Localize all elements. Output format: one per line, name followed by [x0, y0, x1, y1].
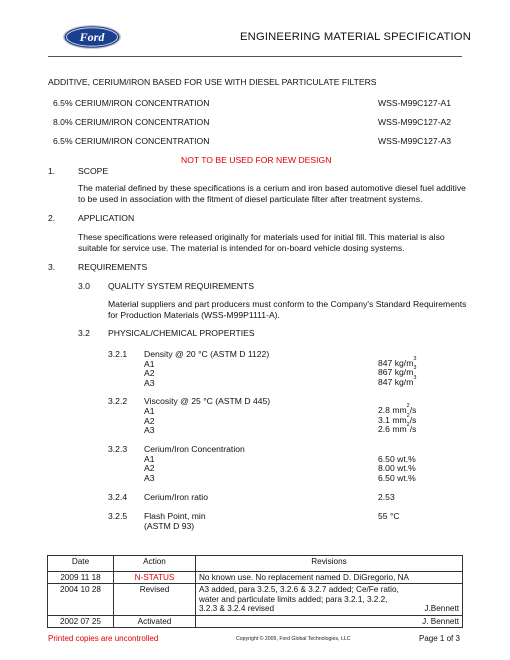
revision-date: 2009 11 18 [48, 572, 114, 584]
revision-text: 3.2.3 & 3.2.4 revised [199, 604, 275, 614]
revision-text-cell [196, 572, 463, 584]
section-number: 3. [48, 262, 56, 272]
application-paragraph: These specifications were released originally for materials used for initial fill. This material is also suitable for service use. The material is intended for on-board vehicle dosing systems. [78, 232, 445, 253]
revision-author: J. Bennett [422, 616, 459, 626]
viscosity-value-a3: 2.6 $mm^2/s$ [378, 422, 417, 434]
subsection-number: 3.0 [78, 281, 90, 291]
density-value-a3: 847 $kg/m^3$ [378, 375, 417, 387]
variant-name: 8.0% CERIUM/IRON CONCENTRATION [53, 117, 210, 127]
revision-text: water and particulate limits added; para 3.2.1, 3.2.2, [199, 594, 388, 604]
revision-text: No known use. No replacement named [199, 573, 341, 582]
section-number: 1. [48, 166, 56, 176]
grade-label: A2 [144, 463, 155, 473]
property-number: 3.2.2 [108, 396, 128, 406]
action-header: Action [114, 556, 196, 572]
scope-paragraph: The material defined by these specifications is a cerium and iron based automotive diesel fuel additive to be used in association with the fitment of diesel particulate filter after treatment systems. [78, 183, 466, 204]
concentration-value-a1: 6.50 wt.% [378, 454, 416, 464]
revision-text: A3 added, para 3.2.5, 3.2.6 & 3.2.7 added; Ce/Fe ratio, [199, 585, 399, 594]
viscosity-label: Viscosity @ 25 °C (ASTM D 445) [144, 396, 271, 406]
revision-action: Activated [114, 615, 196, 627]
property-number: 3.2.4 [108, 492, 128, 502]
concentration-label: Cerium/Iron Concentration [144, 444, 245, 454]
ford-logo [62, 24, 122, 50]
page-number: Page 1 of 3 [419, 634, 460, 643]
revision-text-cell [196, 584, 463, 616]
grade-label: A1 [144, 406, 155, 416]
variant-name: 6.5% CERIUM/IRON CONCENTRATION [53, 98, 210, 108]
grade-label: A2 [144, 368, 155, 378]
section-heading-requirements: REQUIREMENTS [78, 262, 148, 272]
flash-point-value: 55 °C [378, 511, 400, 521]
ratio-value: 2.53 [378, 492, 395, 502]
section-number: 2. [48, 213, 56, 223]
copyright-notice: Copyright © 2009, Ford Global Technologies, LLC [236, 636, 351, 642]
concentration-value-a2: 8.00 wt.% [378, 463, 416, 473]
table-row [48, 584, 463, 616]
revision-action: N-STATUS [114, 572, 196, 584]
status-notice: NOT TO BE USED FOR NEW DESIGN [181, 155, 332, 165]
ratio-label: Cerium/Iron ratio [144, 492, 208, 502]
flash-point-method: (ASTM D 93) [144, 521, 195, 531]
subsection-heading-physical: PHYSICAL/CHEMICAL PROPERTIES [108, 328, 255, 338]
grade-label: A1 [144, 359, 155, 369]
revision-action: Revised [114, 584, 196, 616]
date-header: Date [48, 556, 114, 572]
section-heading-scope: SCOPE [78, 166, 109, 176]
revision-date: 2004 10 28 [48, 584, 114, 616]
density-value-a1: 847 $kg/m^3$ [378, 356, 417, 368]
table-row [48, 615, 463, 627]
revision-table [47, 555, 463, 628]
revision-date: 2002 07 25 [48, 615, 114, 627]
material-title: ADDITIVE, CERIUM/IRON BASED FOR USE WITH DIESEL PARTICULATE FILTERS [48, 77, 377, 87]
subsection-heading-quality: QUALITY SYSTEM REQUIREMENTS [108, 281, 254, 291]
variant-code: WSS-M99C127-A3 [378, 136, 452, 146]
uncontrolled-copy-notice: Printed copies are uncontrolled [48, 634, 159, 643]
quality-paragraph: Material suppliers and part producers must conform to the Company's Standard Requirements for Production Materials (WSS-M99P1111-A). [108, 299, 467, 320]
grade-label: A3 [144, 473, 155, 483]
section-heading-application: APPLICATION [78, 213, 135, 223]
document-title: ENGINEERING MATERIAL SPECIFICATION [240, 31, 471, 43]
header-divider [48, 56, 462, 57]
property-number: 3.2.3 [108, 444, 128, 454]
density-value-a2: 867 $kg/m^3$ [378, 365, 417, 377]
variant-name: 6.5% CERIUM/IRON CONCENTRATION [53, 136, 210, 146]
viscosity-value-a2: 3.1 $mm^2/s$ [378, 413, 417, 425]
density-label: Density @ 20 °C (ASTM D 1122) [144, 349, 270, 359]
variant-code: WSS-M99C127-A1 [378, 98, 452, 108]
grade-label: A3 [144, 378, 155, 388]
revision-header-row [48, 556, 463, 572]
flash-point-label: Flash Point, min [144, 511, 206, 521]
grade-label: A2 [144, 416, 155, 426]
revisions-header: Revisions [196, 556, 463, 572]
property-number: 3.2.5 [108, 511, 128, 521]
svg-text:Ford: Ford [79, 30, 105, 45]
revision-text-cell [196, 615, 463, 627]
viscosity-value-a1: 2.8 $mm^2/s$ [378, 403, 417, 415]
revision-author: J.Bennett [424, 604, 459, 614]
table-row [48, 572, 463, 584]
property-number: 3.2.1 [108, 349, 128, 359]
concentration-value-a3: 6.50 wt.% [378, 473, 416, 483]
grade-label: A3 [144, 425, 155, 435]
subsection-number: 3.2 [78, 328, 90, 338]
variant-code: WSS-M99C127-A2 [378, 117, 452, 127]
grade-label: A1 [144, 454, 155, 464]
revision-author: D. DiGregorio, NA [343, 573, 409, 582]
